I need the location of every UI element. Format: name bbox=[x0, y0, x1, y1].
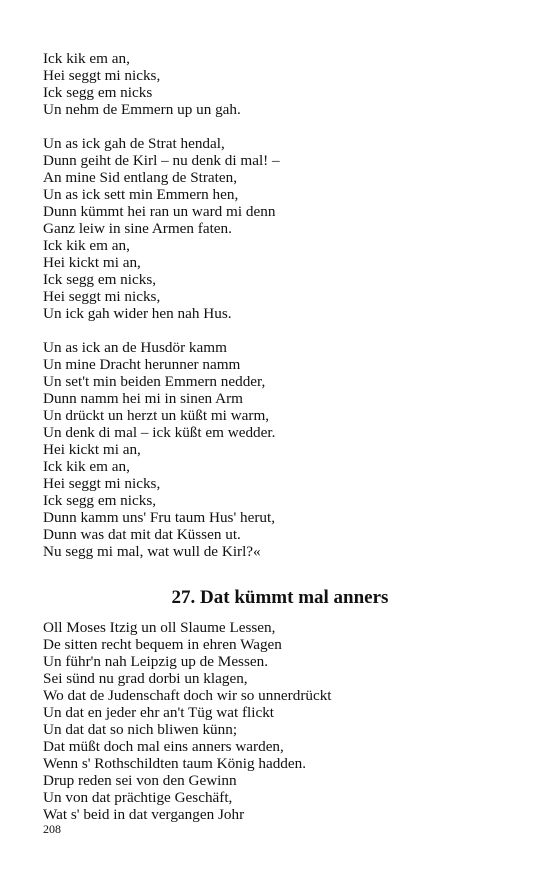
verse-line: Drup reden sei von den Gewinn bbox=[43, 772, 237, 789]
verse-line: Un ick gah wider hen nah Hus. bbox=[43, 305, 232, 322]
stanza bbox=[43, 339, 503, 560]
verse-line: Hei seggt mi nicks, bbox=[43, 67, 161, 84]
page-body bbox=[43, 50, 503, 823]
verse-line: Ick segg em nicks, bbox=[43, 271, 157, 288]
verse-line: Wat s' beid in dat vergangen Johr bbox=[43, 806, 245, 823]
verse-line: Hei seggt mi nicks, bbox=[43, 475, 161, 492]
verse-line: Un dat en jeder ehr an't Tüg wat flickt bbox=[43, 704, 275, 721]
verse-line: Dunn was dat mit dat Küssen ut. bbox=[43, 526, 241, 543]
verse-line: Dat müßt doch mal eins anners warden, bbox=[43, 738, 284, 755]
verse-line: Un drückt un herzt un küßt mi warm, bbox=[43, 407, 270, 424]
verse-line: Wenn s' Rothschildten taum König hadden. bbox=[43, 755, 307, 772]
poem-27-body bbox=[43, 619, 503, 823]
verse-line: Oll Moses Itzig un oll Slaume Lessen, bbox=[43, 619, 276, 636]
verse-line: Hei kickt mi an, bbox=[43, 441, 141, 458]
verse-line: Dunn geiht de Kirl – nu denk di mal! – bbox=[43, 152, 280, 169]
verse-line: Un as ick gah de Strat hendal, bbox=[43, 135, 225, 152]
verse-line: Un as ick sett min Emmern hen, bbox=[43, 186, 239, 203]
verse-line: Un führ'n nah Leipzig up de Messen. bbox=[43, 653, 269, 670]
verse-line: Dunn kümmt hei ran un ward mi denn bbox=[43, 203, 276, 220]
verse-line: Un dat dat so nich bliwen künn; bbox=[43, 721, 238, 738]
poem-continuation bbox=[43, 50, 503, 560]
verse-line: De sitten recht bequem in ehren Wagen bbox=[43, 636, 282, 653]
verse-line: Sei sünd nu grad dorbi un klagen, bbox=[43, 670, 248, 687]
verse-line: Ick kik em an, bbox=[43, 458, 130, 475]
verse-line: Un nehm de Emmern up un gah. bbox=[43, 101, 241, 118]
verse-line: Un denk di mal – ick küßt em wedder. bbox=[43, 424, 276, 441]
verse-line: Hei kickt mi an, bbox=[43, 254, 141, 271]
verse-line: Ganz leiw in sine Armen faten. bbox=[43, 220, 232, 237]
verse-line: Un mine Dracht herunner namm bbox=[43, 356, 241, 373]
verse-line: Ick segg em nicks, bbox=[43, 492, 157, 509]
verse-line: Nu segg mi mal, wat wull de Kirl?« bbox=[43, 543, 261, 560]
verse-line: Ick kik em an, bbox=[43, 237, 130, 254]
verse-line: An mine Sid entlang de Straten, bbox=[43, 169, 238, 186]
verse-line: Ick segg em nicks bbox=[43, 84, 153, 101]
stanza bbox=[43, 50, 503, 118]
poem-title: 27. Dat kümmt mal anners bbox=[171, 587, 389, 608]
verse-line: Wo dat de Judenschaft doch wir so unnerdrückt bbox=[43, 687, 332, 704]
verse-line: Dunn namm hei mi in sinen Arm bbox=[43, 390, 243, 407]
verse-line: Ick kik em an, bbox=[43, 50, 130, 67]
verse-line: Un set't min beiden Emmern nedder, bbox=[43, 373, 266, 390]
verse-line: Hei seggt mi nicks, bbox=[43, 288, 161, 305]
verse-line: Un von dat prächtige Geschäft, bbox=[43, 789, 233, 806]
stanza bbox=[43, 135, 503, 322]
verse-line: Dunn kamm uns' Fru taum Hus' herut, bbox=[43, 509, 276, 526]
verse-line: Un as ick an de Husdör kamm bbox=[43, 339, 227, 356]
page-number: 208 bbox=[43, 822, 61, 836]
